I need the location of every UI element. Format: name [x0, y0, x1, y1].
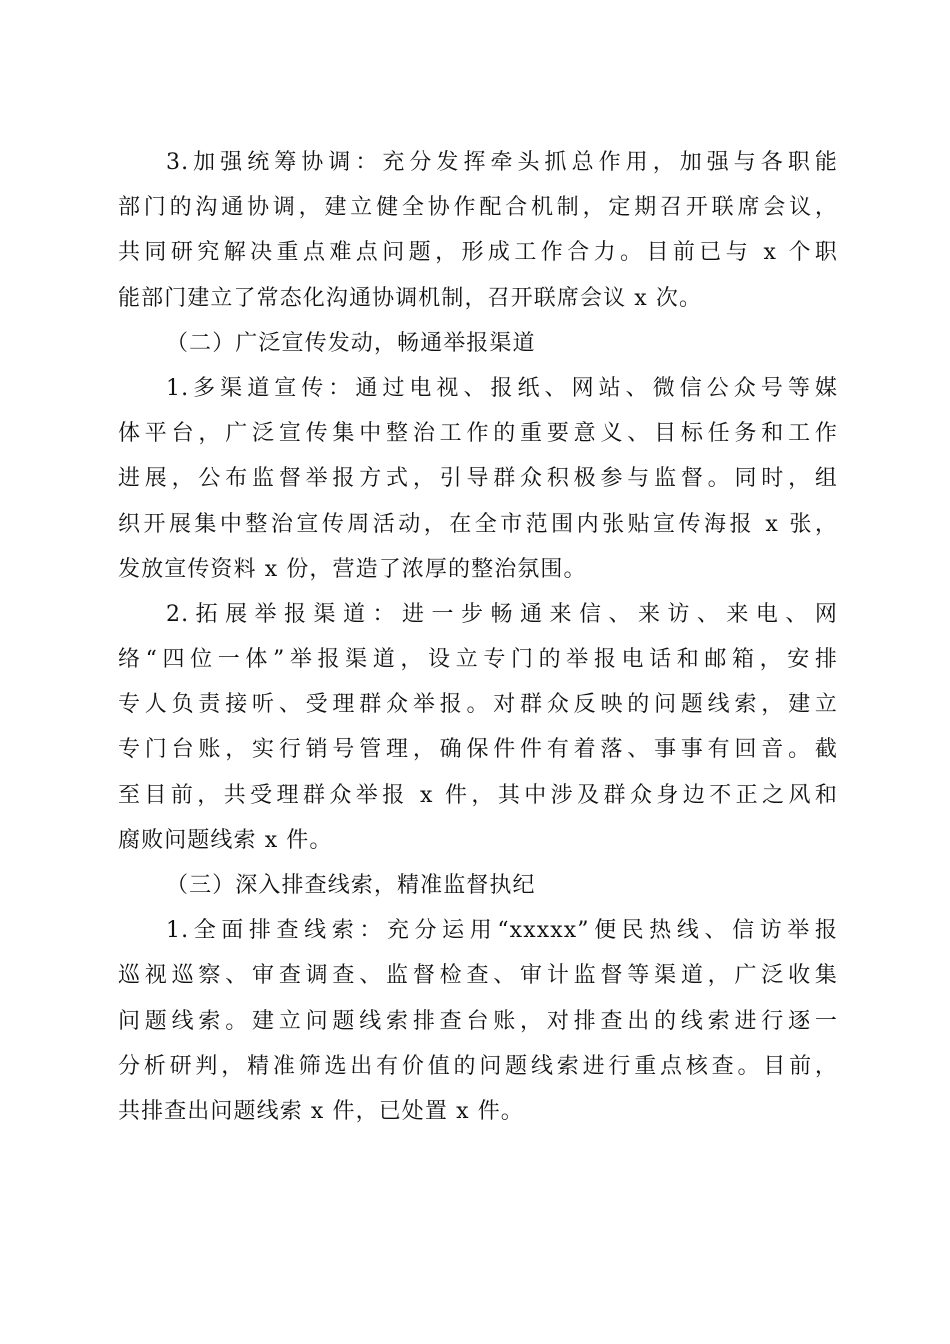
paragraph-line: 能部门建立了常态化沟通协调机制，召开联席会议 x 次。 [118, 285, 703, 311]
section-heading-investigation: （三）深入排查线索，精准监督执纪 [166, 873, 536, 898]
section-heading-publicity: （二）广泛宣传发动，畅通举报渠道 [166, 330, 536, 356]
paragraph-line: 进展，公布监督举报方式，引导群众积极参与监督。同时，组 [118, 466, 838, 492]
paragraph-clue-screening [118, 908, 838, 1134]
paragraph-line: 共同研究解决重点难点问题，形成工作合力。目前已与 x 个职 [118, 240, 838, 266]
paragraph-reporting-channels [118, 592, 838, 863]
paragraph-line: 2.拓展举报渠道：进一步畅通来信、来访、来电、网 [166, 601, 838, 627]
paragraph-line: 专门台账，实行销号管理，确保件件有着落、事事有回音。截 [118, 737, 838, 763]
paragraph-line: 织开展集中整治宣传周活动，在全市范围内张贴宣传海报 x 张， [118, 511, 838, 537]
paragraph-line: 1.全面排查线索：充分运用“xxxxx”便民热线、信访举报 [166, 918, 838, 944]
paragraph-line: 专人负责接听、受理群众举报。对群众反映的问题线索，建立 [118, 692, 838, 718]
paragraph-line: 问题线索。建立问题线索排查台账，对排查出的线索进行逐一 [118, 1008, 838, 1034]
paragraph-line: 1.多渠道宣传：通过电视、报纸、网站、微信公众号等媒 [166, 375, 838, 401]
document-body [118, 140, 838, 1134]
paragraph-line: 巡视巡察、审查调查、监督检查、审计监督等渠道，广泛收集 [118, 963, 838, 989]
paragraph-coordination [118, 140, 838, 321]
paragraph-line: 分析研判，精准筛选出有价值的问题线索进行重点核查。目前， [118, 1053, 838, 1079]
paragraph-line: 发放宣传资料 x 份，营造了浓厚的整治氛围。 [118, 556, 587, 582]
paragraph-line: 体平台，广泛宣传集中整治工作的重要意义、目标任务和工作 [118, 421, 838, 447]
paragraph-line: 至目前，共受理群众举报 x 件，其中涉及群众身边不正之风和 [118, 782, 838, 808]
paragraph-multichannel-publicity [118, 366, 838, 592]
paragraph-line: 部门的沟通协调，建立健全协作配合机制，定期召开联席会议， [118, 195, 838, 221]
paragraph-line: 共排查出问题线索 x 件，已处置 x 件。 [118, 1098, 524, 1124]
paragraph-line: 络“四位一体”举报渠道，设立专门的举报电话和邮箱，安排 [118, 647, 838, 673]
paragraph-line: 腐败问题线索 x 件。 [118, 827, 333, 853]
paragraph-line: 3.加强统筹协调：充分发挥牵头抓总作用，加强与各职能 [166, 150, 838, 175]
